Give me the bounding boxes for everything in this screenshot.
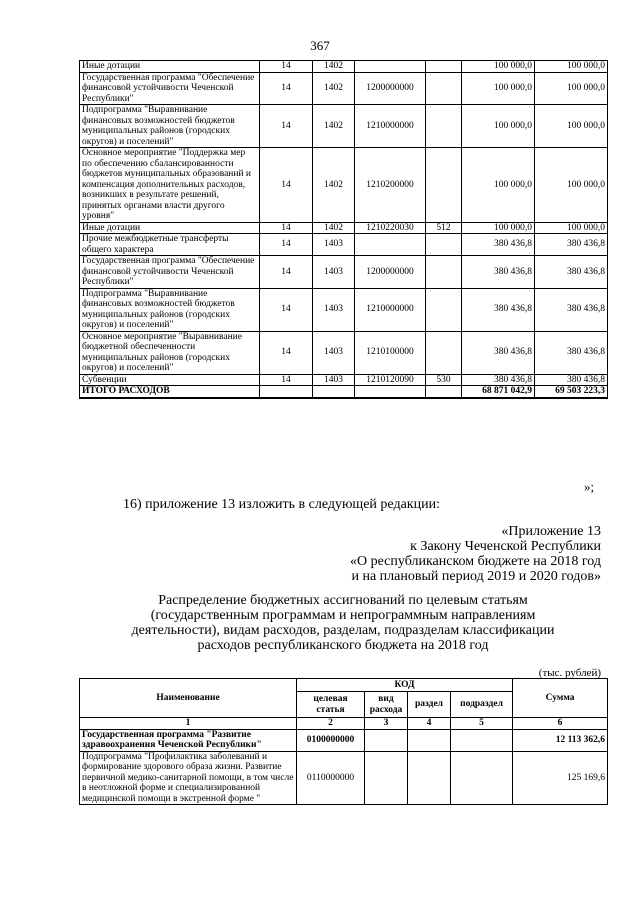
row-sum-2019: 100 000,0 bbox=[462, 72, 535, 105]
appendix-caption bbox=[350, 524, 601, 584]
row-summa: 125 169,6 bbox=[513, 751, 608, 805]
row-sum-2019: 380 436,8 bbox=[462, 374, 535, 386]
row-sum-2019: 100 000,0 bbox=[462, 61, 535, 73]
col-header-statya: целевая статья bbox=[297, 692, 365, 718]
row-ved: 14 bbox=[260, 72, 313, 105]
row-vid bbox=[426, 72, 462, 105]
heading-line: деятельности), видам расходов, разделам, подразделам классификации bbox=[131, 623, 555, 638]
row-razdel: 1403 bbox=[313, 256, 355, 289]
row-razdel: 1403 bbox=[313, 374, 355, 386]
table-row bbox=[80, 234, 608, 256]
row-statya: 1210100000 bbox=[355, 331, 426, 374]
total-sum-2020: 69 503 223,3 bbox=[535, 386, 608, 398]
row-statya: 1200000000 bbox=[355, 72, 426, 105]
row-sum-2019: 380 436,8 bbox=[462, 331, 535, 374]
allocation-table bbox=[79, 678, 608, 805]
row-razdel: 1403 bbox=[313, 331, 355, 374]
row-razdel bbox=[408, 729, 451, 751]
row-vid: 512 bbox=[426, 222, 462, 234]
appendix-line: «Приложение 13 bbox=[501, 524, 601, 539]
table-row bbox=[80, 61, 608, 73]
row-statya bbox=[355, 234, 426, 256]
row-ved: 14 bbox=[260, 234, 313, 256]
row-sum-2020: 380 436,8 bbox=[535, 374, 608, 386]
row-vid bbox=[426, 148, 462, 223]
row-statya: 0110000000 bbox=[297, 751, 365, 805]
row-statya: 1210200000 bbox=[355, 148, 426, 223]
row-sum-2020: 380 436,8 bbox=[535, 288, 608, 331]
heading-line: Распределение бюджетных ассигнований по целевым статьям bbox=[158, 593, 528, 608]
page-number: 367 bbox=[310, 38, 330, 53]
table-row bbox=[80, 288, 608, 331]
row-sum-2020: 100 000,0 bbox=[535, 222, 608, 234]
row-statya: 1210000000 bbox=[355, 288, 426, 331]
column-number: 4 bbox=[408, 718, 451, 730]
table-row bbox=[80, 105, 608, 148]
row-summa: 12 113 362,6 bbox=[513, 729, 608, 751]
table-row bbox=[80, 374, 608, 386]
col-header-podrazdel: подраздел bbox=[451, 692, 513, 718]
row-name: Подпрограмма "Выравнивание финансовых возможностей бюджетов муниципальных районов (городских округов) и поселений" bbox=[80, 105, 260, 148]
row-statya bbox=[355, 61, 426, 73]
row-ved: 14 bbox=[260, 374, 313, 386]
total-sum-2019: 68 871 042,9 bbox=[462, 386, 535, 398]
units-label: (тыс. рублей) bbox=[538, 667, 601, 679]
row-ved: 14 bbox=[260, 288, 313, 331]
row-name: Государственная программа "Обеспечение финансовой устойчивости Чеченской Республики" bbox=[80, 72, 260, 105]
total-empty-ved bbox=[260, 386, 313, 398]
table-row bbox=[80, 331, 608, 374]
row-sum-2019: 100 000,0 bbox=[462, 105, 535, 148]
appendix-line: к Закону Чеченской Республики bbox=[410, 539, 601, 554]
row-statya: 1210000000 bbox=[355, 105, 426, 148]
total-empty-vid bbox=[426, 386, 462, 398]
row-razdel: 1402 bbox=[313, 61, 355, 73]
appendix-line: «О республиканском бюджете на 2018 год bbox=[350, 554, 601, 569]
row-sum-2020: 100 000,0 bbox=[535, 148, 608, 223]
row-vid bbox=[426, 61, 462, 73]
row-name: Прочие межбюджетные трансферты общего характера bbox=[80, 234, 260, 256]
col-header-vid: вид расхода bbox=[365, 692, 408, 718]
row-name: Иные дотации bbox=[80, 61, 260, 73]
row-name: Государственная программа "Развитие здравоохранения Чеченской Республики" bbox=[80, 729, 297, 751]
expenses-table-continued bbox=[79, 60, 608, 399]
row-sum-2020: 380 436,8 bbox=[535, 331, 608, 374]
distribution-heading bbox=[79, 593, 607, 653]
row-vid bbox=[426, 288, 462, 331]
row-vid bbox=[426, 105, 462, 148]
row-ved: 14 bbox=[260, 61, 313, 73]
row-ved: 14 bbox=[260, 331, 313, 374]
item-16-text: 16) приложение 13 изложить в следующей редакции: bbox=[123, 497, 440, 512]
row-ved: 14 bbox=[260, 148, 313, 223]
col-header-summa: Сумма bbox=[513, 679, 608, 718]
row-vid bbox=[426, 256, 462, 289]
col-header-razdel: раздел bbox=[408, 692, 451, 718]
row-sum-2020: 100 000,0 bbox=[535, 72, 608, 105]
total-label: ИТОГО РАСХОДОВ bbox=[80, 386, 260, 398]
row-podrazdel bbox=[451, 751, 513, 805]
row-sum-2020: 100 000,0 bbox=[535, 105, 608, 148]
row-razdel: 1402 bbox=[313, 222, 355, 234]
row-razdel: 1403 bbox=[313, 288, 355, 331]
table-row bbox=[80, 72, 608, 105]
row-statya: 0100000000 bbox=[297, 729, 365, 751]
row-razdel bbox=[408, 751, 451, 805]
row-sum-2019: 100 000,0 bbox=[462, 222, 535, 234]
table-row bbox=[80, 751, 608, 805]
row-ved: 14 bbox=[260, 105, 313, 148]
col-header-name: Наименование bbox=[80, 679, 297, 718]
row-sum-2020: 380 436,8 bbox=[535, 234, 608, 256]
table-row bbox=[80, 148, 608, 223]
row-ved: 14 bbox=[260, 222, 313, 234]
row-name: Иные дотации bbox=[80, 222, 260, 234]
row-name: Подпрограмма "Профилактика заболеваний и формирование здорового образа жизни. Развитие первичной медико-санитарной помощи, в том числе в неотложной форме и специализированной медицинской помощи в экстренной форме " bbox=[80, 751, 297, 805]
table-row bbox=[80, 256, 608, 289]
row-sum-2019: 380 436,8 bbox=[462, 256, 535, 289]
row-name: Субвенции bbox=[80, 374, 260, 386]
row-razdel: 1402 bbox=[313, 105, 355, 148]
row-vid: 530 bbox=[426, 374, 462, 386]
row-name: Основное мероприятие "Выравнивание бюджетной обеспеченности муниципальных районов (городских округов) и поселений" bbox=[80, 331, 260, 374]
total-empty-razdel bbox=[313, 386, 355, 398]
row-name: Основное мероприятие "Поддержка мер по обеспечению сбалансированности бюджетов муниципальных образований и компенсация дополнительных расходов, возникших в результате решений, принятых органами власти другого уровня" bbox=[80, 148, 260, 223]
heading-line: расходов республиканского бюджета на 2018 год bbox=[197, 638, 489, 653]
column-number: 2 bbox=[297, 718, 365, 730]
row-sum-2020: 100 000,0 bbox=[535, 61, 608, 73]
row-razdel: 1403 bbox=[313, 234, 355, 256]
column-numbers-row bbox=[80, 718, 608, 730]
total-row bbox=[80, 386, 608, 398]
row-name: Подпрограмма "Выравнивание финансовых возможностей бюджетов муниципальных районов (городских округов) и поселений" bbox=[80, 288, 260, 331]
row-vid bbox=[365, 729, 408, 751]
row-statya: 1200000000 bbox=[355, 256, 426, 289]
column-number: 3 bbox=[365, 718, 408, 730]
row-name: Государственная программа "Обеспечение финансовой устойчивости Чеченской Республики" bbox=[80, 256, 260, 289]
row-ved: 14 bbox=[260, 256, 313, 289]
row-sum-2019: 380 436,8 bbox=[462, 288, 535, 331]
row-podrazdel bbox=[451, 729, 513, 751]
row-razdel: 1402 bbox=[313, 72, 355, 105]
row-vid bbox=[365, 751, 408, 805]
column-number: 6 bbox=[513, 718, 608, 730]
row-sum-2019: 100 000,0 bbox=[462, 148, 535, 223]
appendix-line: и на плановый период 2019 и 2020 годов» bbox=[351, 569, 601, 584]
column-number: 1 bbox=[80, 718, 297, 730]
row-sum-2020: 380 436,8 bbox=[535, 256, 608, 289]
table-row bbox=[80, 222, 608, 234]
row-sum-2019: 380 436,8 bbox=[462, 234, 535, 256]
row-razdel: 1402 bbox=[313, 148, 355, 223]
total-empty-statya bbox=[355, 386, 426, 398]
row-statya: 1210220030 bbox=[355, 222, 426, 234]
row-vid bbox=[426, 234, 462, 256]
row-statya: 1210120090 bbox=[355, 374, 426, 386]
heading-line: (государственным программам и непрограммным направлениям bbox=[150, 608, 536, 623]
closing-quote: »; bbox=[584, 479, 595, 494]
col-header-kod: КОД bbox=[297, 679, 513, 692]
table-row bbox=[80, 729, 608, 751]
column-number: 5 bbox=[451, 718, 513, 730]
row-vid bbox=[426, 331, 462, 374]
